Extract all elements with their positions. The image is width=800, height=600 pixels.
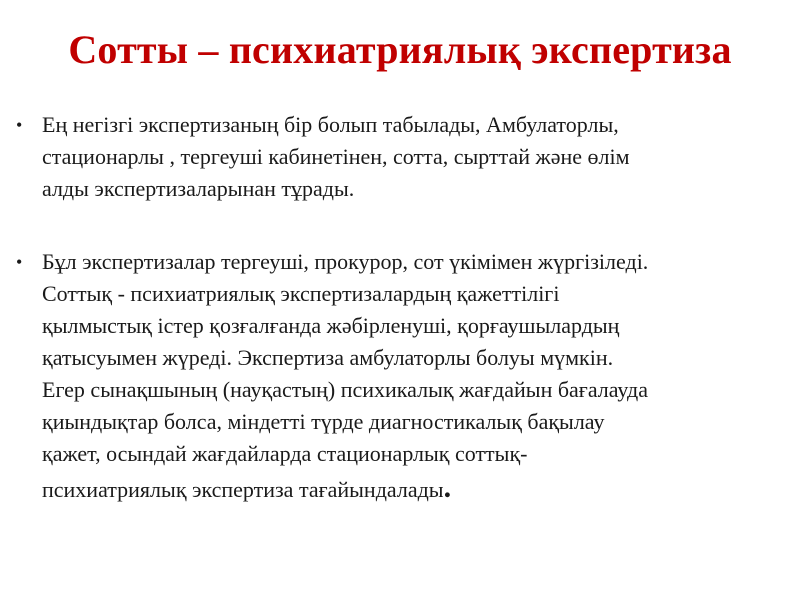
bullet-2-line-7: қажет, осындай жағдайларда стационарлық соттық-	[42, 441, 528, 466]
bullet-2-line-1: Бұл экспертизалар тергеуші, прокурор, сот үкімімен жүргізіледі.	[42, 249, 649, 274]
end-period: .	[443, 471, 452, 504]
bullet-1-line-3: алды экспертизаларынан тұрады.	[42, 176, 355, 201]
bullet-2-line-4: қатысуымен жүреді. Экспертиза амбулаторлы болуы мүмкін.	[42, 345, 614, 370]
bullet-item-1	[16, 109, 786, 205]
bullet-2-line-8-text: психиатриялық экспертиза тағайындалады	[42, 477, 444, 502]
bullet-2-line-5: Егер сынақшының (науқастың) психикалық жағдайын бағалауда	[42, 377, 648, 402]
bullet-2-line-6: қиындықтар болса, міндетті түрде диагностикалық бақылау	[42, 409, 605, 434]
slide-title: Сотты – психиатриялық экспертиза	[68, 27, 732, 72]
bullet-2-line-2: Соттық - психиатриялық экспертизалардың қажеттілігі	[42, 281, 560, 306]
bullet-item-2	[16, 246, 786, 506]
bullet-list	[16, 109, 786, 506]
bullet-marker: •	[16, 252, 23, 272]
bullet-2-line-3: қылмыстық істер қозғалғанда жәбірленуші, қорғаушылардың	[42, 313, 620, 338]
bullet-1-line-1: Ең негізгі экспертизаның бір болып табылады, Амбулаторлы,	[42, 112, 619, 137]
bullet-marker: •	[16, 115, 23, 135]
bullet-2-line-8	[42, 471, 786, 506]
bullet-1-line-2: стационарлы , тергеуші кабинетінен, сотта, сырттай және өлім	[42, 144, 630, 169]
